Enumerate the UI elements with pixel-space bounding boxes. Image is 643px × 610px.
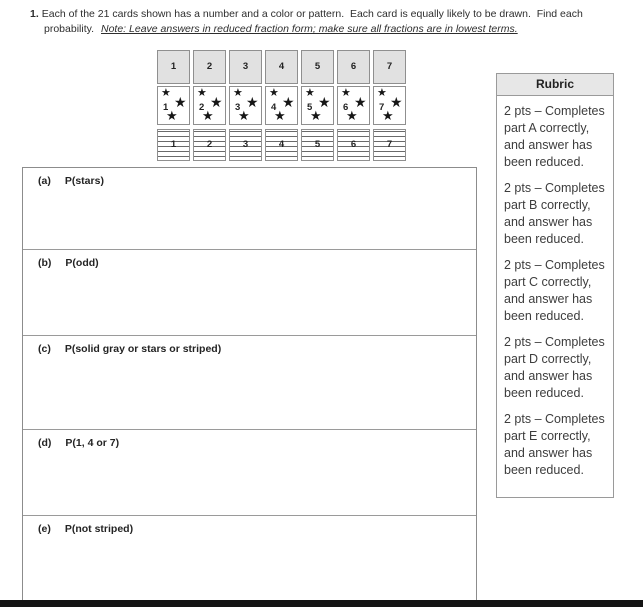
answer-section-b xyxy=(23,249,476,336)
star-icon: ★ xyxy=(305,87,315,99)
answer-heading xyxy=(23,168,476,187)
card-solid-gray-1 xyxy=(157,50,190,84)
card-number: 7 xyxy=(379,102,385,113)
card-number: 4 xyxy=(271,102,277,113)
card-number: 5 xyxy=(307,102,313,113)
answer-label: (d) xyxy=(38,436,52,449)
star-icon: ★ xyxy=(346,108,358,123)
card-number: 7 xyxy=(386,61,393,73)
answer-heading xyxy=(23,516,476,535)
answer-section-d xyxy=(23,429,476,516)
card-striped-6 xyxy=(337,129,370,161)
star-icon: ★ xyxy=(377,87,387,99)
star-icon: ★ xyxy=(269,87,279,99)
card-number: 5 xyxy=(314,138,321,150)
answer-prompt: P(stars) xyxy=(64,175,104,187)
card-number: 6 xyxy=(350,138,357,150)
question-line-2 xyxy=(30,22,630,37)
question-line-1 xyxy=(30,7,630,22)
rubric-item: 2 pts – Completes part E correctly, and answer has been reduced. xyxy=(504,412,605,477)
card-number: 3 xyxy=(242,138,249,150)
card-solid-gray-4 xyxy=(265,50,298,84)
card-number: 4 xyxy=(278,61,285,73)
star-icon: ★ xyxy=(174,94,187,110)
star-icon: ★ xyxy=(197,87,207,99)
question-number: 1. xyxy=(30,8,39,20)
star-icon: ★ xyxy=(390,94,403,110)
star-icon: ★ xyxy=(274,108,286,123)
question-note: Note: Leave answers in reduced fraction form; make sure all fractions are in lowest terms. xyxy=(101,23,518,35)
card-stars-7 xyxy=(373,86,406,125)
star-icon: ★ xyxy=(238,108,250,123)
card-number: 7 xyxy=(386,138,393,150)
card-stars-1 xyxy=(157,86,190,125)
card-stars-4 xyxy=(265,86,298,125)
card-number: 2 xyxy=(206,61,213,73)
answer-prompt: P(1, 4 or 7) xyxy=(65,436,120,449)
card-row-solid-gray xyxy=(157,50,406,84)
star-icon: ★ xyxy=(161,87,171,99)
card-stars-3 xyxy=(229,86,262,125)
card-number: 3 xyxy=(242,61,249,73)
answer-label: (a) xyxy=(38,175,51,187)
rubric-item: 2 pts – Completes part A correctly, and answer has been reduced. xyxy=(504,104,605,169)
answer-prompt: P(odd) xyxy=(65,256,99,269)
card-number: 2 xyxy=(199,102,205,113)
star-icon: ★ xyxy=(382,108,394,123)
card-number: 1 xyxy=(170,138,177,150)
question-text xyxy=(30,7,630,37)
star-icon: ★ xyxy=(210,94,223,110)
card-row-stars xyxy=(157,86,406,125)
answer-table xyxy=(22,167,477,603)
star-icon: ★ xyxy=(354,94,367,110)
star-icon: ★ xyxy=(341,87,351,99)
answer-prompt: P(solid gray or stars or striped) xyxy=(64,343,222,356)
card-number: 4 xyxy=(278,138,285,150)
answer-section-a xyxy=(23,168,476,249)
star-icon: ★ xyxy=(318,94,331,110)
answer-heading xyxy=(23,336,476,355)
card-stars-5 xyxy=(301,86,334,125)
card-stars-6 xyxy=(337,86,370,125)
answer-section-c xyxy=(23,335,476,429)
answer-label: (c) xyxy=(38,343,51,356)
card-solid-gray-7 xyxy=(373,50,406,84)
star-icon: ★ xyxy=(310,108,322,123)
answer-prompt: P(not striped) xyxy=(64,523,134,536)
answer-heading xyxy=(23,250,476,269)
card-number: 2 xyxy=(206,138,213,150)
star-icon: ★ xyxy=(233,87,243,99)
rubric-item: 2 pts – Completes part D correctly, and answer has been reduced. xyxy=(504,335,605,400)
answer-heading xyxy=(23,430,476,449)
card-number: 3 xyxy=(235,102,241,113)
card-striped-3 xyxy=(229,129,262,161)
card-number: 6 xyxy=(350,61,357,73)
answer-label: (b) xyxy=(38,256,52,269)
rubric-panel xyxy=(496,73,614,498)
star-icon: ★ xyxy=(246,94,259,110)
card-striped-4 xyxy=(265,129,298,161)
card-solid-gray-3 xyxy=(229,50,262,84)
card-number: 5 xyxy=(314,61,321,73)
rubric-item: 2 pts – Completes part C correctly, and answer has been reduced. xyxy=(504,258,605,323)
star-icon: ★ xyxy=(202,108,214,123)
card-row-striped xyxy=(157,129,406,161)
page-bottom-edge xyxy=(0,600,643,607)
star-icon: ★ xyxy=(166,108,178,123)
card-number: 1 xyxy=(170,61,177,73)
card-solid-gray-5 xyxy=(301,50,334,84)
rubric-item: 2 pts – Completes part B correctly, and answer has been reduced. xyxy=(504,181,605,246)
card-striped-5 xyxy=(301,129,334,161)
card-solid-gray-6 xyxy=(337,50,370,84)
rubric-body xyxy=(497,96,613,479)
card-striped-7 xyxy=(373,129,406,161)
star-icon: ★ xyxy=(282,94,295,110)
rubric-title: Rubric xyxy=(497,74,613,96)
card-number: 1 xyxy=(163,102,169,113)
card-striped-1 xyxy=(157,129,190,161)
question-body-continued: probability. xyxy=(44,23,94,35)
card-stars-2 xyxy=(193,86,226,125)
card-number: 6 xyxy=(343,102,349,113)
question-body: Each of the 21 cards shown has a number and a color or pattern. Each card is equally likely to be drawn. Find each xyxy=(41,8,583,20)
card-striped-2 xyxy=(193,129,226,161)
card-solid-gray-2 xyxy=(193,50,226,84)
answer-section-e xyxy=(23,515,476,602)
answer-label: (e) xyxy=(38,523,51,536)
